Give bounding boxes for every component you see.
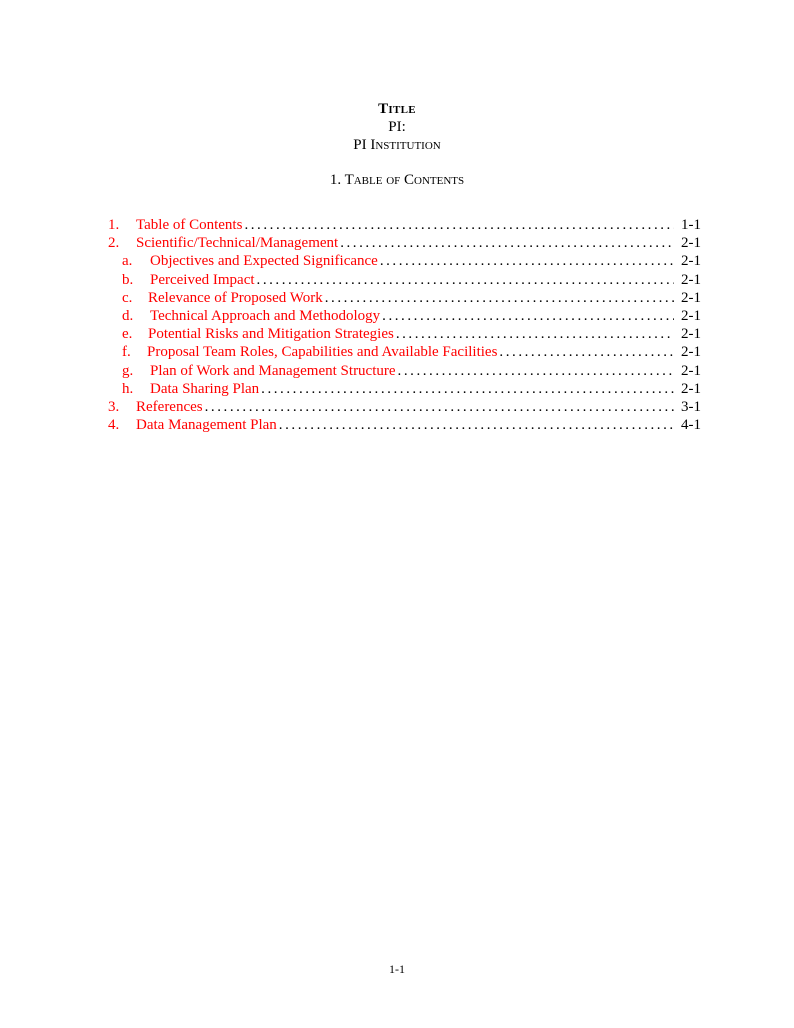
toc-entry-technical-approach[interactable] [108,307,701,325]
dot-leader [279,416,674,434]
toc-link[interactable]: Plan of Work and Management Structure [150,362,396,379]
toc-number: d. [122,307,134,324]
toc-page: 2-1 [681,344,701,361]
toc-link[interactable]: Scientific/Technical/Management [136,235,339,252]
toc-entry-perceived-impact[interactable] [108,271,701,289]
toc-link[interactable]: Technical Approach and Methodology [150,307,381,324]
toc-entry-scientific-technical-management[interactable] [108,234,701,252]
toc-entry-relevance[interactable] [108,289,701,307]
toc-number: a. [122,253,133,270]
title-block [0,100,794,154]
toc-page: 2-1 [681,326,701,343]
dot-leader [396,325,674,343]
toc-number: 3. [108,398,120,415]
toc-entry-objectives[interactable] [108,252,701,270]
toc-link[interactable]: Objectives and Expected Significance [150,253,378,270]
toc-link[interactable]: Data Management Plan [136,417,277,434]
toc-number: b. [122,271,134,288]
dot-leader [261,380,674,398]
toc-entry-proposal-team[interactable] [108,343,701,361]
toc-number: c. [122,289,133,306]
toc-number: 2. [108,235,120,252]
toc-link[interactable]: Relevance of Proposed Work [148,289,323,306]
toc-number: f. [122,344,131,361]
toc-number: 4. [108,417,120,434]
dot-leader [325,289,674,307]
toc-link[interactable]: Potential Risks and Mitigation Strategies [148,326,394,343]
toc-link[interactable]: References [136,398,203,415]
pi-line: PI: [388,119,406,135]
toc-page: 2-1 [681,307,701,324]
toc-page: 2-1 [681,289,701,306]
toc-page: 4-1 [681,417,701,434]
dot-leader [380,252,674,270]
dot-leader [499,343,674,361]
toc-link[interactable]: Data Sharing Plan [150,380,260,397]
dot-leader [244,216,674,234]
toc-link[interactable]: Table of Contents [136,217,243,233]
toc-entry-table-of-contents[interactable] [108,216,701,234]
toc-number: h. [122,380,134,397]
dot-leader [257,271,674,289]
toc-page: 2-1 [681,271,701,288]
toc-page: 3-1 [681,398,701,415]
toc-link[interactable]: Proposal Team Roles, Capabilities and Available Facilities [147,344,498,361]
document-title: Title [378,101,416,117]
section-heading: 1. Table of Contents [329,172,465,188]
toc-number: g. [122,362,134,379]
toc-page: 2-1 [681,253,701,270]
pi-institution: PI Institution [353,137,441,153]
dot-leader [382,307,674,325]
dot-leader [205,398,674,416]
toc-page: 2-1 [681,362,701,379]
toc-page: 2-1 [681,235,701,252]
table-of-contents [108,216,701,434]
dot-leader [398,362,674,380]
toc-entry-potential-risks[interactable] [108,325,701,343]
toc-page: 1-1 [681,217,701,233]
toc-number: e. [122,326,133,343]
toc-entry-data-management-plan[interactable] [108,416,701,434]
toc-entry-references[interactable] [108,398,701,416]
toc-entry-plan-of-work[interactable] [108,362,701,380]
toc-page: 2-1 [681,380,701,397]
page-number: 1-1 [389,962,405,976]
dot-leader [340,234,674,252]
toc-link[interactable]: Perceived Impact [150,271,255,288]
toc-entry-data-sharing[interactable] [108,380,701,398]
toc-number: 1. [108,217,120,233]
